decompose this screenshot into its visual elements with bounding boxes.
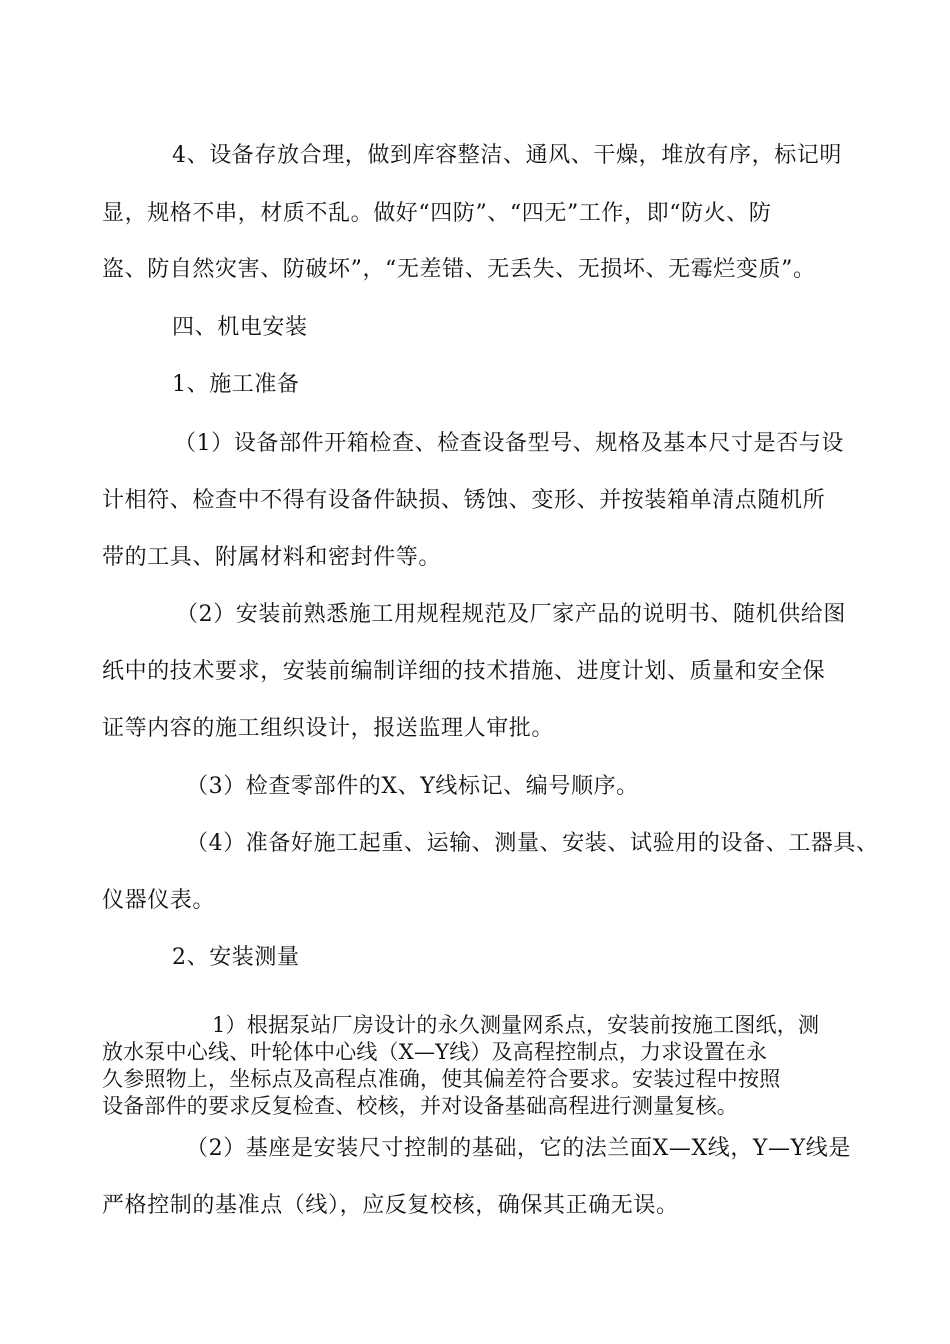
paragraph-line-11: 证等内容的施工组织设计，报送监理人审批。: [102, 716, 555, 741]
paragraph-line-13: （4）准备好施工起重、运输、测量、安装、试验用的设备、工器具、: [186, 831, 879, 856]
paragraph-line-3: 盗、防自然灾害、防破坏”，“无差错、无丢失、无损坏、无霉烂变质”。: [102, 257, 816, 282]
paragraph-line-1: 4、设备存放合理，做到库容整洁、通风、干燥，堆放有序，标记明: [172, 143, 842, 168]
paragraph-line-6: （1）设备部件开箱检查、检查设备型号、规格及基本尺寸是否与设: [174, 431, 844, 456]
paragraph-line-2: 显，规格不串，材质不乱。做好“四防”、“四无”工作，即“防火、防: [102, 201, 772, 226]
section-heading: 四、机电安装: [172, 315, 308, 340]
paragraph-line-12: （3）检查零部件的X、Y线标记、编号顺序。: [186, 774, 639, 799]
paragraph-line-9: （2）安装前熟悉施工用规程规范及厂家产品的说明书、随机供给图: [176, 602, 846, 627]
paragraph-line-16: 1）根据泵站厂房设计的永久测量网系点，安装前按施工图纸，测: [212, 1013, 820, 1037]
subsection-heading-1: 1、施工准备: [172, 372, 300, 397]
paragraph-line-18: 久参照物上，坐标点及高程点准确，使其偏差符合要求。安装过程中按照: [102, 1067, 781, 1091]
paragraph-line-21: 严格控制的基准点（线），应反复校核，确保其正确无误。: [102, 1193, 679, 1218]
paragraph-line-20: （2）基座是安装尺寸控制的基础，它的法兰面X—X线，Y—Y线是: [186, 1136, 851, 1161]
paragraph-line-14: 仪器仪表。: [102, 888, 216, 913]
paragraph-line-7: 计相符、检查中不得有设备件缺损、锈蚀、变形、并按装箱单清点随机所: [102, 488, 826, 513]
paragraph-line-17: 放水泵中心线、叶轮体中心线（X—Y线）及高程控制点，力求设置在永: [102, 1040, 768, 1064]
paragraph-line-8: 带的工具、附属材料和密封件等。: [102, 545, 442, 570]
paragraph-line-19: 设备部件的要求反复检查、校核，并对设备基础高程进行测量复核。: [102, 1094, 738, 1118]
subsection-heading-2: 2、安装测量: [172, 945, 300, 970]
paragraph-line-10: 纸中的技术要求，安装前编制详细的技术措施、进度计划、质量和安全保: [102, 659, 826, 684]
